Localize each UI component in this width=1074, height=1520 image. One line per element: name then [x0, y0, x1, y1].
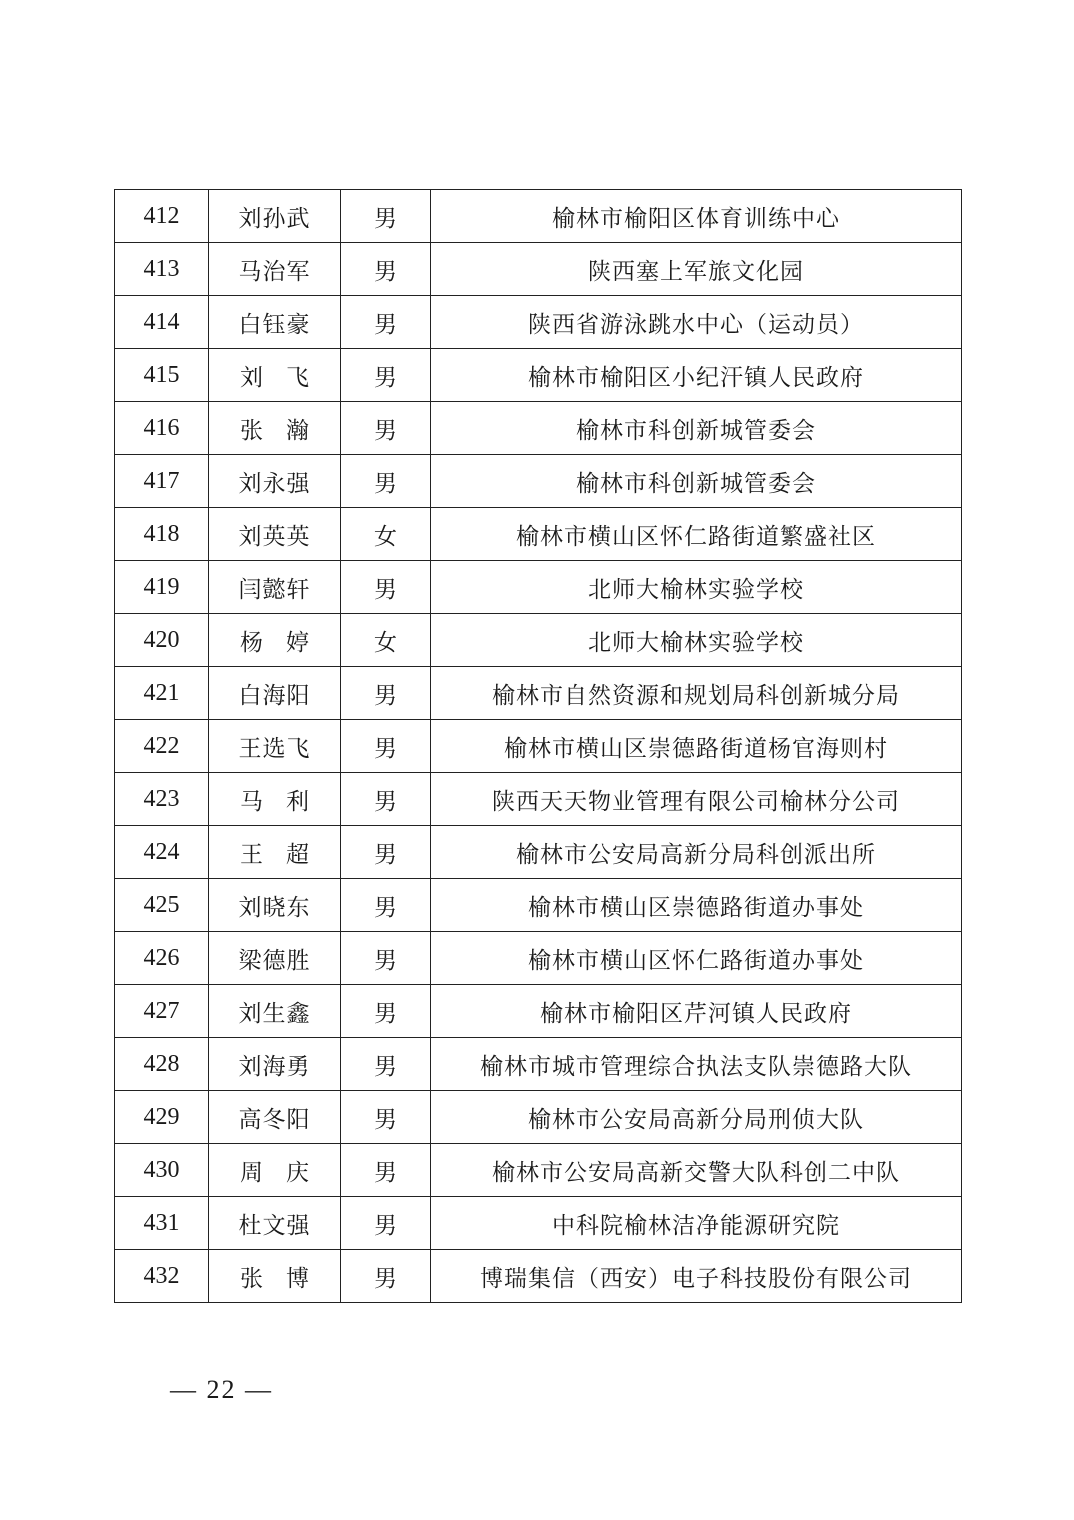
- table-row: [115, 773, 962, 826]
- page-number: — 22 —: [170, 1375, 273, 1404]
- gender-cell: 男: [341, 1144, 431, 1197]
- roster-table: [114, 189, 962, 1303]
- table-row: [115, 243, 962, 296]
- table-row: [115, 508, 962, 561]
- row-number-cell: 417: [115, 455, 209, 508]
- gender-cell: 男: [341, 243, 431, 296]
- organization-cell: 榆林市榆阳区小纪汗镇人民政府: [431, 349, 962, 402]
- organization-cell: 陕西天天物业管理有限公司榆林分公司: [431, 773, 962, 826]
- gender-cell: 男: [341, 720, 431, 773]
- gender-cell: 男: [341, 1091, 431, 1144]
- name-cell: 刘生鑫: [209, 985, 341, 1038]
- table-row: [115, 985, 962, 1038]
- gender-cell: 女: [341, 614, 431, 667]
- gender-cell: 男: [341, 1197, 431, 1250]
- row-number-cell: 413: [115, 243, 209, 296]
- name-cell: 白海阳: [209, 667, 341, 720]
- name-cell: 刘英英: [209, 508, 341, 561]
- table-row: [115, 1144, 962, 1197]
- gender-cell: 女: [341, 508, 431, 561]
- gender-cell: 男: [341, 1250, 431, 1303]
- table-row: [115, 1197, 962, 1250]
- organization-cell: 榆林市横山区崇德路街道办事处: [431, 879, 962, 932]
- organization-cell: 榆林市公安局高新分局刑侦大队: [431, 1091, 962, 1144]
- organization-cell: 榆林市城市管理综合执法支队崇德路大队: [431, 1038, 962, 1091]
- name-cell: 刘海勇: [209, 1038, 341, 1091]
- gender-cell: 男: [341, 826, 431, 879]
- organization-cell: 榆林市科创新城管委会: [431, 402, 962, 455]
- gender-cell: 男: [341, 985, 431, 1038]
- name-cell: 白钰豪: [209, 296, 341, 349]
- name-cell: 张 瀚: [209, 402, 341, 455]
- table-row: [115, 296, 962, 349]
- organization-cell: 榆林市公安局高新交警大队科创二中队: [431, 1144, 962, 1197]
- gender-cell: 男: [341, 1038, 431, 1091]
- row-number-cell: 416: [115, 402, 209, 455]
- name-cell: 王 超: [209, 826, 341, 879]
- name-cell: 闫懿轩: [209, 561, 341, 614]
- organization-cell: 中科院榆林洁净能源研究院: [431, 1197, 962, 1250]
- organization-cell: 榆林市科创新城管委会: [431, 455, 962, 508]
- table-row: [115, 349, 962, 402]
- table-row: [115, 1091, 962, 1144]
- row-number-cell: 414: [115, 296, 209, 349]
- table-row: [115, 455, 962, 508]
- name-cell: 王选飞: [209, 720, 341, 773]
- gender-cell: 男: [341, 190, 431, 243]
- organization-cell: 北师大榆林实验学校: [431, 614, 962, 667]
- organization-cell: 榆林市自然资源和规划局科创新城分局: [431, 667, 962, 720]
- gender-cell: 男: [341, 349, 431, 402]
- organization-cell: 榆林市横山区怀仁路街道办事处: [431, 932, 962, 985]
- row-number-cell: 415: [115, 349, 209, 402]
- row-number-cell: 422: [115, 720, 209, 773]
- row-number-cell: 424: [115, 826, 209, 879]
- name-cell: 梁德胜: [209, 932, 341, 985]
- row-number-cell: 425: [115, 879, 209, 932]
- organization-cell: 博瑞集信（西安）电子科技股份有限公司: [431, 1250, 962, 1303]
- name-cell: 高冬阳: [209, 1091, 341, 1144]
- organization-cell: 陕西省游泳跳水中心（运动员）: [431, 296, 962, 349]
- organization-cell: 榆林市横山区怀仁路街道繁盛社区: [431, 508, 962, 561]
- name-cell: 马 利: [209, 773, 341, 826]
- row-number-cell: 427: [115, 985, 209, 1038]
- row-number-cell: 412: [115, 190, 209, 243]
- row-number-cell: 418: [115, 508, 209, 561]
- organization-cell: 榆林市横山区崇德路街道杨官海则村: [431, 720, 962, 773]
- table-row: [115, 826, 962, 879]
- table-row: [115, 879, 962, 932]
- roster-table-body: [115, 190, 962, 1303]
- name-cell: 杜文强: [209, 1197, 341, 1250]
- row-number-cell: 420: [115, 614, 209, 667]
- gender-cell: 男: [341, 296, 431, 349]
- gender-cell: 男: [341, 879, 431, 932]
- table-row: [115, 720, 962, 773]
- gender-cell: 男: [341, 773, 431, 826]
- table-row: [115, 190, 962, 243]
- name-cell: 刘 飞: [209, 349, 341, 402]
- row-number-cell: 426: [115, 932, 209, 985]
- table-row: [115, 1250, 962, 1303]
- name-cell: 马治军: [209, 243, 341, 296]
- organization-cell: 北师大榆林实验学校: [431, 561, 962, 614]
- row-number-cell: 432: [115, 1250, 209, 1303]
- gender-cell: 男: [341, 561, 431, 614]
- row-number-cell: 421: [115, 667, 209, 720]
- row-number-cell: 429: [115, 1091, 209, 1144]
- row-number-cell: 431: [115, 1197, 209, 1250]
- table-row: [115, 561, 962, 614]
- organization-cell: 陕西塞上军旅文化园: [431, 243, 962, 296]
- organization-cell: 榆林市榆阳区芹河镇人民政府: [431, 985, 962, 1038]
- name-cell: 张 博: [209, 1250, 341, 1303]
- row-number-cell: 430: [115, 1144, 209, 1197]
- row-number-cell: 423: [115, 773, 209, 826]
- table-row: [115, 1038, 962, 1091]
- table-row: [115, 614, 962, 667]
- table-row: [115, 402, 962, 455]
- table-row: [115, 667, 962, 720]
- table-row: [115, 932, 962, 985]
- row-number-cell: 419: [115, 561, 209, 614]
- name-cell: 刘晓东: [209, 879, 341, 932]
- name-cell: 周 庆: [209, 1144, 341, 1197]
- name-cell: 刘永强: [209, 455, 341, 508]
- organization-cell: 榆林市公安局高新分局科创派出所: [431, 826, 962, 879]
- organization-cell: 榆林市榆阳区体育训练中心: [431, 190, 962, 243]
- gender-cell: 男: [341, 932, 431, 985]
- name-cell: 杨 婷: [209, 614, 341, 667]
- row-number-cell: 428: [115, 1038, 209, 1091]
- gender-cell: 男: [341, 402, 431, 455]
- gender-cell: 男: [341, 455, 431, 508]
- name-cell: 刘孙武: [209, 190, 341, 243]
- gender-cell: 男: [341, 667, 431, 720]
